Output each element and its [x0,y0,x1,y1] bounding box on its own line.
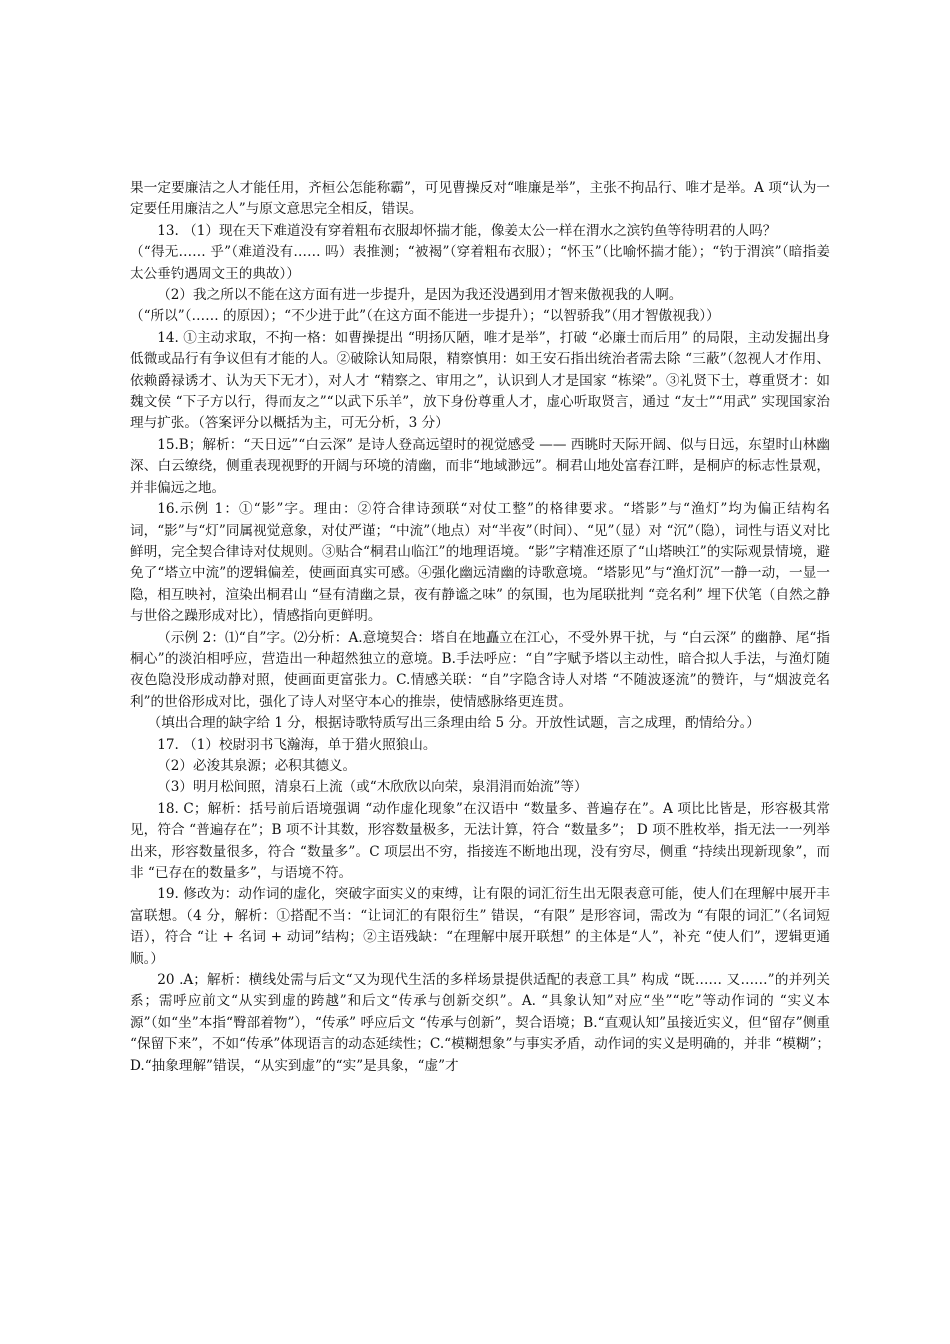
paragraph-15: 15.B；解析：“天日远”“白云深” 是诗人登高远望时的视觉感受 —— 西眺时天际开阔、似与日远，东望时山林幽深、白云缭绕，侧重表现视野的开阔与环境的清幽，而非“地域渺远”。桐君山地处富春江畔，是桐庐的标志性景观，并非偏远之地。 [130,436,830,496]
paragraph-18: 18. C；解析：括号前后语境强调 “动作虚化现象”在汉语中 “数量多、普遍存在”。A 项比比皆是，形容极其常见，符合 “普遍存在”；B 项不计其数，形容数量极多，无法计算，符合 “数量多”； D 项不胜枚举，指无法一一列举出来，形容数量很多，符合 “数量多”。C 项层出不穷，指接连不断地出现，没有穷尽，侧重 “持续出现新现象”，而非 “已存在的数量多”，与语境不符。 [130,800,830,881]
paragraph-13-2-notes: （“所以”（…… 的原因）；“不少进于此”（在这方面不能进一步提升）；“以智骄我”（用才智傲视我）） [130,308,720,325]
paragraph-17-2: （2）必浚其泉源；必积其德义。 [157,757,357,774]
paragraph-16-scoring: （填出合理的缺字给 1 分，根据诗歌特质写出三条理由给 5 分。开放性试题，言之成理，酌情给分。） [147,715,760,732]
answer-document [130,178,830,1077]
paragraph-14: 14. ①主动求取，不拘一格：如曹操提出 “明扬仄陋，唯才是举”，打破 “必廉士而后用” 的局限，主动发掘出身低微或品行有争议但有才能的人。②破除认知局限，精察慎用：如王安石指出统治者需去除 “三蔽”（忽视人才作用、依赖爵禄诱才、认为天下无才），对人才 “精察之、审用之”，认识到人才是国家 “栋梁”。③礼贤下士，尊重贤才：如魏文侯 “下子方以行，得而友之”“以武下乐羊”，放下身份尊重人才，虚心听取贤言，通过 “友士”“用武” 实现国家治理与扩张。（答案评分以概括为主，可无分析，3 分） [130,329,830,432]
paragraph-16-example-2: （示例 2：⑴“自”字。⑵分析：A.意境契合：塔自在地矗立在江心，不受外界干扰，与 “白云深” 的幽静、尾“指桐心”的淡泊相呼应，营造出一种超然独立的意境。B.手法呼应：“自”字赋予塔以主动性，暗合拟人手法，与渔灯随夜色隐没形成动静对照，使画面更富张力。C.情感关联：“自”字隐含诗人对塔 “不随波逐流”的赞许，与“烟波竞名利”的世俗形成对比，强化了诗人对坚守本心的推崇，使情感脉络更连贯。 [130,629,830,710]
paragraph-19: 19. 修改为：动作词的虚化，突破字面实义的束缚，让有限的词汇衍生出无限表意可能，使人们在理解中展开丰富联想。（4 分，解析：①搭配不当：“让词汇的有限衍生” 错误，“有限” 是形容词，需改为 “有限的词汇”（名词短语），符合 “让 + 名词 + 动词”结构；②主语残缺：“在理解中展开联想” 的主体是“人”，补充 “使人们”，逻辑更通顺。） [130,886,830,967]
paragraph-12-continuation: 果一定要廉洁之人才能任用，齐桓公怎能称霸”，可见曹操反对“唯廉是举”，主张不拘品行、唯才是举。A 项“认为一定要任用廉洁之人”与原文意思完全相反，错误。 [130,180,830,218]
paragraph-17-1: 17. （1）校尉羽书飞瀚海，单于猎火照狼山。 [157,736,437,753]
paragraph-13-1-notes: （“得无…… 乎”（难道没有…… 吗）表推测；“被褐”（穿着粗布衣服）；“怀玉”（比喻怀揣才能）；“钓于渭滨”（暗指姜太公垂钓遇周文王的典故）） [130,244,830,282]
paragraph-13-2: （2）我之所以不能在这方面有进一步提升，是因为我还没遇到用才智来傲视我的人啊。 [157,287,683,304]
paragraph-17-3: （3）明月松间照，清泉石上流（或“木欣欣以向荣，泉涓涓而始流”等） [157,779,588,796]
paragraph-13-1: 13. （1）现在天下难道没有穿着粗布衣服却怀揣才能，像姜太公一样在渭水之滨钓鱼等待明君的人吗？ [157,222,777,239]
paragraph-16-example-1: 16.示例 1：①“影”字。理由：②符合律诗颈联“对仗工整”的格律要求。“塔影”与“渔灯”均为偏正结构名词，“影”与“灯”同属视觉意象，对仗严谨；“中流”（地点）对“半夜”（时间）、“见”（显）对 “沉”（隐），词性与语义对比鲜明，完全契合律诗对仗规则。③贴合“桐君山临江”的地理语境。“影”字精准还原了“山塔映江”的实际观景情境，避免了“塔立中流”的逻辑偏差，使画面真实可感。④强化幽远清幽的诗歌意境。“塔影见”与“渔灯沉”一静一动，一显一隐，相互映衬，渲染出桐君山 “昼有清幽之景，夜有静谧之味” 的氛围，也为尾联批判 “竞名利” 埋下伏笔（自然之静与世俗之躁形成对比），情感指向更鲜明。 [130,501,830,625]
paragraph-20: 20 .A；解析：横线处需与后文“又为现代生活的多样场景提供适配的表意工具” 构成 “既…… 又……”的并列关系；需呼应前文“从实到虚的跨越”和后文“传承与创新交织”。A. “具象认知”对应“坐”“吃”等动作词的 “实义本源”（如“坐”本指“臀部着物”），“传承” 呼应后文 “传承与创新”，契合语境；B.“直观认知”虽接近实义，但“留存”侧重 “保留下来”，不如“传承”体现语言的动态延续性；C.“模糊想象”与事实矛盾，动作词的实义是明确的，并非 “模糊”；D.“抽象理解”错误，“从实到虚”的“实”是具象，“虚”才 [130,972,830,1074]
